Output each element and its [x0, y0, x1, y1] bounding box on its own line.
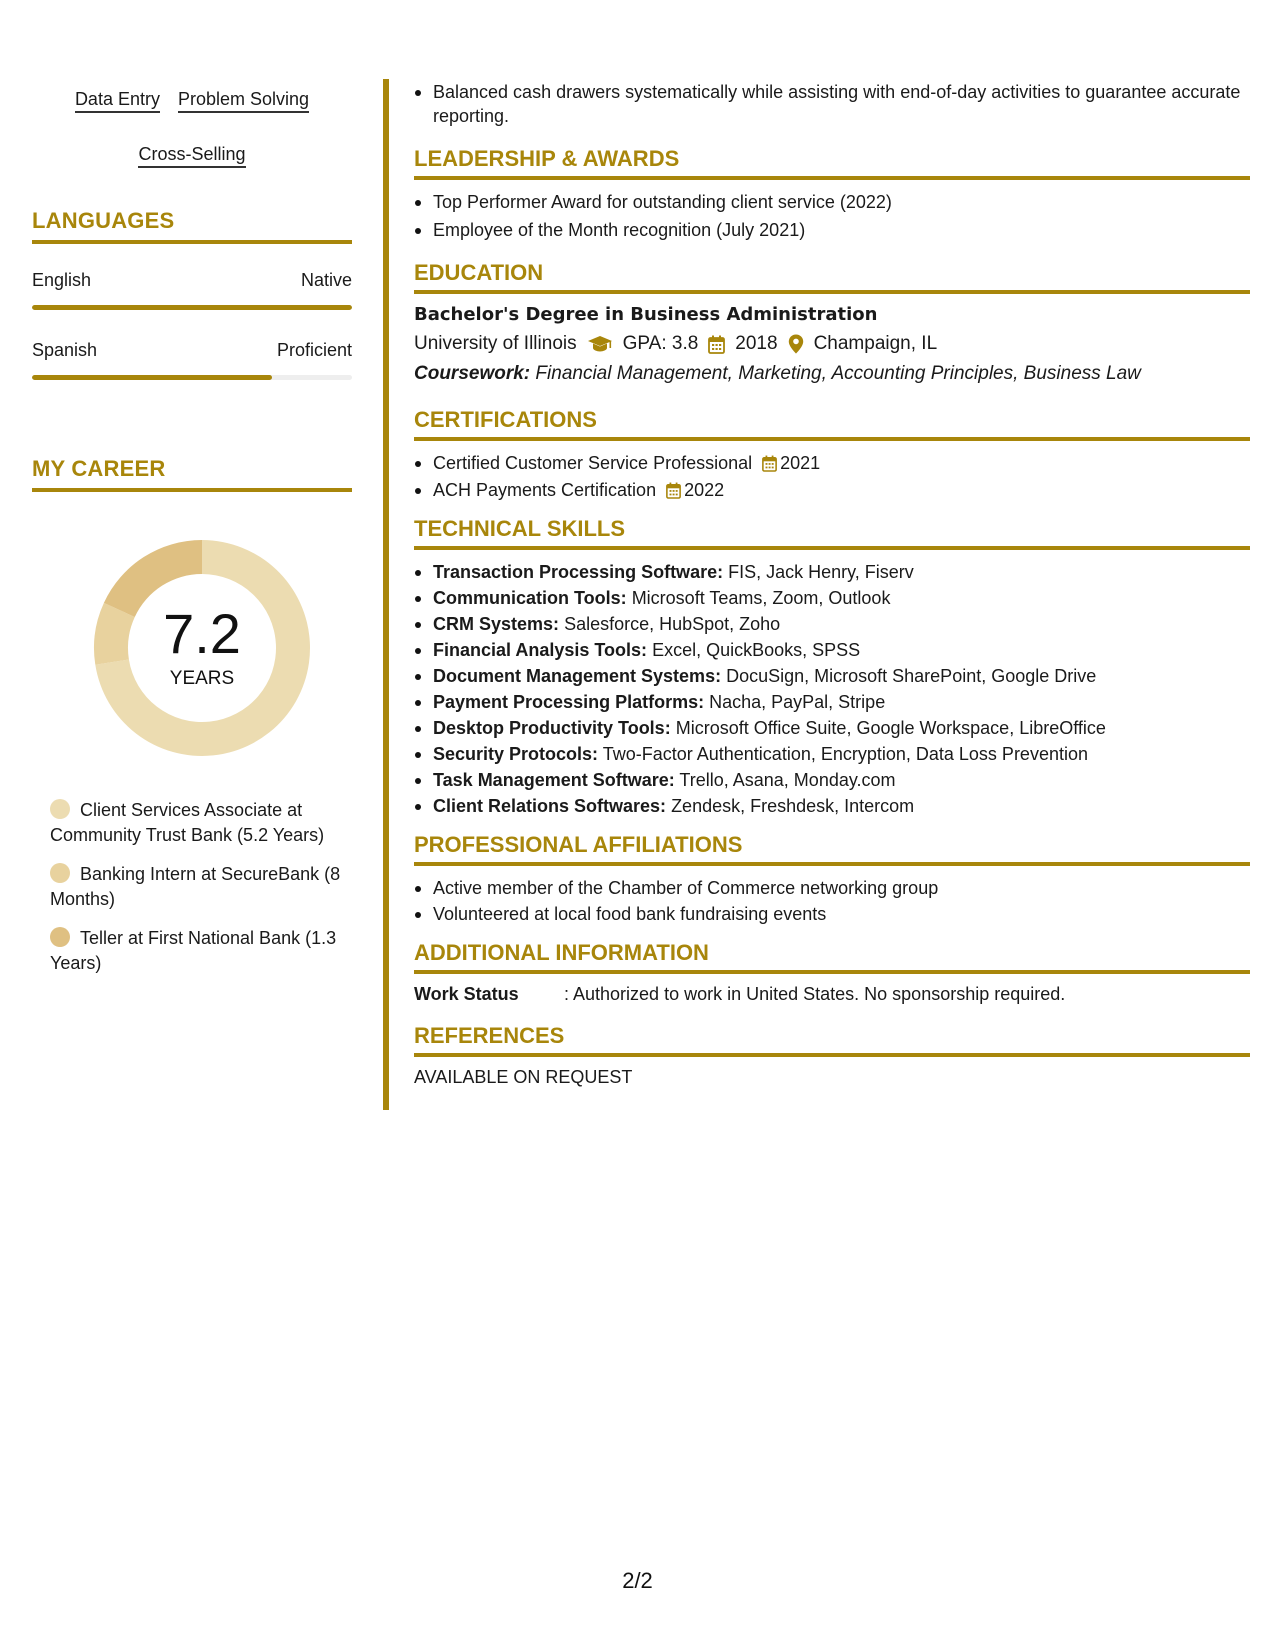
career-item — [50, 862, 352, 912]
language-bar — [32, 305, 352, 310]
experience-bullets — [414, 80, 1250, 128]
list-item — [414, 664, 1250, 688]
career-item — [50, 798, 352, 848]
skill-category-value: Microsoft Office Suite, Google Workspace, LibreOffice — [675, 718, 1106, 738]
leadership-list — [414, 190, 1250, 242]
education-location: Champaign, IL — [813, 333, 938, 354]
page-number: 2/2 — [622, 1568, 653, 1593]
list-item — [414, 794, 1250, 818]
language-item — [32, 340, 352, 380]
list-item — [414, 742, 1250, 766]
skill-category-label: Document Management Systems: — [433, 666, 722, 686]
skill-tag: Data Entry — [75, 90, 160, 113]
career-item-text: Banking Intern at SecureBank (8 Months) — [50, 864, 341, 909]
skill-category-label: CRM Systems: — [433, 614, 560, 634]
career-total-label: YEARS — [169, 668, 235, 689]
list-item: Volunteered at local food bank fundraising events — [414, 902, 1250, 926]
list-item — [414, 451, 1250, 475]
education-coursework — [414, 363, 1250, 385]
list-item — [414, 638, 1250, 662]
technical-skills-list — [414, 560, 1250, 818]
career-dot-icon — [50, 927, 70, 947]
skill-category-value: Zendesk, Freshdesk, Intercom — [671, 796, 915, 816]
skill-category-value: Salesforce, HubSpot, Zoho — [564, 614, 781, 634]
list-item: Top Performer Award for outstanding client service (2022) — [414, 190, 1250, 214]
skill-category-label: Financial Analysis Tools: — [433, 640, 648, 660]
skill-category-value: Excel, QuickBooks, SPSS — [652, 640, 861, 660]
certification-name: ACH Payments Certification — [433, 480, 657, 500]
list-item: Employee of the Month recognition (July 2021) — [414, 218, 1250, 242]
work-status-value: : Authorized to work in United States. No sponsorship required. — [564, 984, 1066, 1004]
location-pin-icon — [788, 334, 804, 354]
career-section — [32, 456, 352, 976]
technical-skills-heading: TECHNICAL SKILLS — [414, 516, 1250, 550]
education-year: 2018 — [735, 333, 778, 354]
affiliations-heading: PROFESSIONAL AFFILIATIONS — [414, 832, 1250, 866]
certification-date — [762, 451, 820, 475]
skill-category-label: Security Protocols: — [433, 744, 599, 764]
coursework-value: Financial Management, Marketing, Accounting Principles, Business Law — [535, 363, 1141, 384]
certification-year: 2022 — [684, 480, 725, 500]
skill-tags — [32, 78, 352, 168]
list-item: Balanced cash drawers systematically while assisting with end-of-day activities to guarantee accurate reporting. — [414, 80, 1250, 128]
skill-tag-row — [32, 133, 352, 168]
language-name: English — [32, 270, 92, 290]
skill-category-label: Transaction Processing Software: — [433, 562, 724, 582]
list-item — [414, 586, 1250, 610]
career-donut — [82, 528, 322, 768]
sidebar — [32, 78, 352, 990]
language-row — [32, 270, 352, 291]
language-level: Native — [300, 270, 352, 290]
skill-category-value: Trello, Asana, Monday.com — [679, 770, 896, 790]
career-item-text: Client Services Associate at Community Trust Bank (5.2 Years) — [50, 800, 325, 845]
language-level: Proficient — [276, 340, 352, 360]
language-bar-fill — [32, 305, 352, 310]
main-content — [414, 80, 1250, 1088]
list-item — [414, 716, 1250, 740]
list-item: Active member of the Chamber of Commerce networking group — [414, 876, 1250, 900]
list-item — [414, 612, 1250, 636]
list-item — [414, 560, 1250, 584]
calendar-icon — [708, 335, 725, 354]
additional-info-row — [414, 984, 1250, 1005]
skill-tag: Cross-Selling — [138, 145, 245, 168]
career-dot-icon — [50, 863, 70, 883]
certifications-heading: CERTIFICATIONS — [414, 407, 1250, 441]
language-row — [32, 340, 352, 361]
skill-category-label: Task Management Software: — [433, 770, 675, 790]
references-text: AVAILABLE ON REQUEST — [414, 1067, 633, 1087]
skill-tag: Problem Solving — [178, 90, 309, 113]
career-total-value: 7.2 — [163, 602, 241, 665]
additional-info-heading: ADDITIONAL INFORMATION — [414, 940, 1250, 974]
career-list — [32, 798, 352, 976]
skill-category-label: Payment Processing Platforms: — [433, 692, 705, 712]
calendar-icon — [762, 455, 777, 472]
coursework-label: Coursework: — [414, 363, 531, 384]
skill-category-value: Two-Factor Authentication, Encryption, Data Loss Prevention — [602, 744, 1088, 764]
certification-date — [666, 478, 724, 502]
references-heading: REFERENCES — [414, 1023, 1250, 1057]
certification-name: Certified Customer Service Professional — [433, 453, 753, 473]
education-degree: Bachelor's Degree in Business Administration — [414, 304, 878, 325]
language-name: Spanish — [32, 340, 98, 360]
skill-tag-row — [32, 78, 352, 113]
graduation-cap-icon — [587, 335, 613, 353]
language-bar — [32, 375, 352, 380]
leadership-heading: LEADERSHIP & AWARDS — [414, 146, 1250, 180]
career-dot-icon — [50, 799, 70, 819]
education-heading: EDUCATION — [414, 260, 1250, 294]
work-status-label: Work Status — [414, 984, 519, 1004]
languages-section — [32, 208, 352, 380]
certifications-list — [414, 451, 1250, 502]
calendar-icon — [666, 482, 681, 499]
skill-category-label: Desktop Productivity Tools: — [433, 718, 671, 738]
skill-category-value: Nacha, PayPal, Stripe — [709, 692, 886, 712]
skill-category-label: Client Relations Softwares: — [433, 796, 667, 816]
language-item — [32, 270, 352, 310]
list-item — [414, 478, 1250, 502]
education-entry — [414, 304, 1250, 385]
skill-category-value: DocuSign, Microsoft SharePoint, Google Drive — [726, 666, 1097, 686]
donut-center — [82, 528, 322, 768]
education-school: University of Illinois — [414, 333, 577, 354]
career-item-text: Teller at First National Bank (1.3 Years) — [50, 928, 337, 973]
skill-category-label: Communication Tools: — [433, 588, 627, 608]
column-divider — [383, 79, 389, 1110]
education-details — [414, 333, 1250, 355]
career-item — [50, 926, 352, 976]
education-gpa: GPA: 3.8 — [622, 333, 699, 354]
skill-category-value: Microsoft Teams, Zoom, Outlook — [631, 588, 891, 608]
language-bar-fill — [32, 375, 272, 380]
list-item — [414, 768, 1250, 792]
affiliations-list — [414, 876, 1250, 926]
languages-heading: LANGUAGES — [32, 208, 352, 244]
certification-year: 2021 — [780, 453, 821, 473]
list-item — [414, 690, 1250, 714]
career-heading: MY CAREER — [32, 456, 352, 492]
skill-category-value: FIS, Jack Henry, Fiserv — [728, 562, 914, 582]
